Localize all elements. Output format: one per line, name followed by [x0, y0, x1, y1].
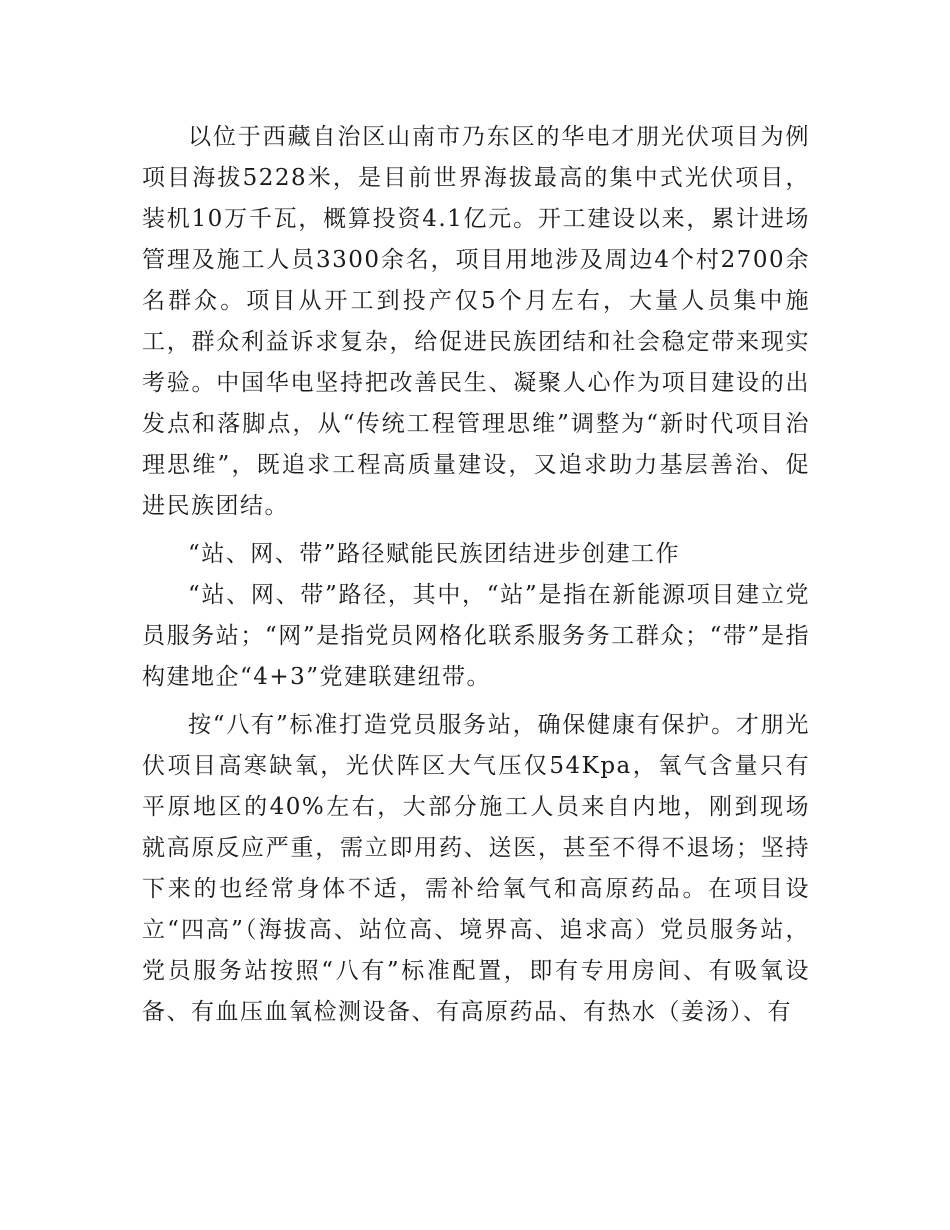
paragraph-path-definition: “站、网、带”路径，其中，“站”是指在新能源项目建立党员服务站；“网”是指党员网格化联系服务务工群众；“带”是指构建地企“4+3”党建联建纽带。 [142, 582, 810, 690]
section-heading: “站、网、带”路径赋能民族团结进步创建工作 [188, 541, 681, 567]
document-body [142, 117, 810, 1033]
paragraph-service-station: 按“八有”标准打造党员服务站，确保健康有保护。才朋光伏项目高寒缺氧，光伏阵区大气压仅54Kpa，氧气含量只有平原地区的40%左右，大部分施工人员来自内地，刚到现场就高原反应严重，需立即用药、送医，甚至不得不退场；坚持下来的也经常身体不适，需补给氧气和高原药品。在项目设立“四高”（海拔高、站位高、境界高、追求高）党员服务站，党员服务站按照“八有”标准配置，即有专用房间、有吸氧设备、有血压血氧检测设备、有高原药品、有热水（姜汤）、有 [142, 712, 810, 1025]
paragraph-project-intro: 以位于西藏自治区山南市乃东区的华电才朋光伏项目为例项目海拔5228米，是目前世界海拔最高的集中式光伏项目，装机10万千瓦，概算投资4.1亿元。开工建设以来，累计进场管理及施工人员3300余名，项目用地涉及周边4个村2700余名群众。项目从开工到投产仅5个月左右，大量人员集中施工，群众利益诉求复杂，给促进民族团结和社会稳定带来现实考验。中国华电坚持把改善民生、凝聚人心作为项目建设的出发点和落脚点，从“传统工程管理思维”调整为“新时代项目治理思维”，既追求工程高质量建设，又追求助力基层善治、促进民族团结。 [142, 124, 810, 519]
